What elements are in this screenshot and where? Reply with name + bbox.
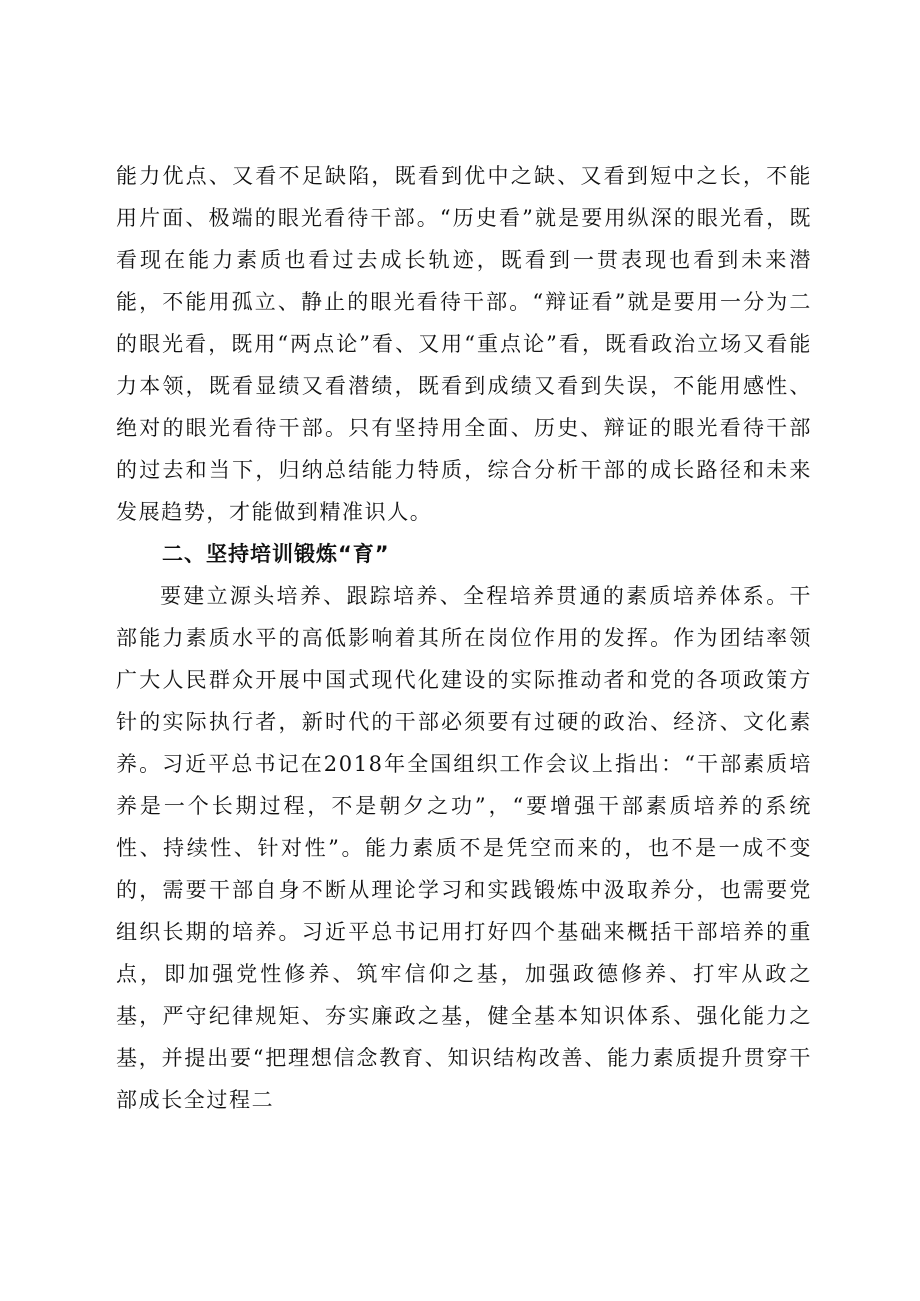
document-body xyxy=(116,155,812,1121)
section-heading: 二、坚持培训锻炼“育” xyxy=(162,542,390,566)
paragraph-section-2: 要建立源头培养、跟踪培养、全程培养贯通的素质培养体系。干部能力素质水平的高低影响着其所在岗位作用的发挥。作为团结率领广大人民群众开展中国式现代化建设的实际推动者和党的各项政策方针的实际执行者，新时代的干部必须要有过硬的政治、经济、文化素养。习近平总书记在2018年全国组织工作会议上指出：“干部素质培养是一个长期过程，不是朝夕之功”，“要增强干部素质培养的系统性、持续性、针对性”。能力素质不是凭空而来的，也不是一成不变的，需要干部自身不断从理论学习和实践锻炼中汲取养分，也需要党组织长期的培养。习近平总书记用打好四个基础来概括干部培养的重点，即加强党性修养、筑牢信仰之基，加强政德修养、打牢从政之基，严守纪律规矩、夯实廉政之基，健全基本知识体系、强化能力之基，并提出要“把理想信念教育、知识结构改善、能力素质提升贯穿干部成长全过程二 xyxy=(116,584,812,1112)
paragraph-continued: 能力优点、又看不足缺陷，既看到优中之缺、又看到短中之长，不能用片面、极端的眼光看待干部。“历史看”就是要用纵深的眼光看，既看现在能力素质也看过去成长轨迹，既看到一贯表现也看到未来潜能，不能用孤立、静止的眼光看待干部。“辩证看”就是要用一分为二的眼光看，既用“两点论”看、又用“重点论”看，既看政治立场又看能力本领，既看显绩又看潜绩，既看到成绩又看到失误，不能用感性、绝对的眼光看待干部。只有坚持用全面、历史、辩证的眼光看待干部的过去和当下，归纳总结能力特质，综合分析干部的成长路径和未来发展趋势，才能做到精准识人。 xyxy=(116,164,812,524)
